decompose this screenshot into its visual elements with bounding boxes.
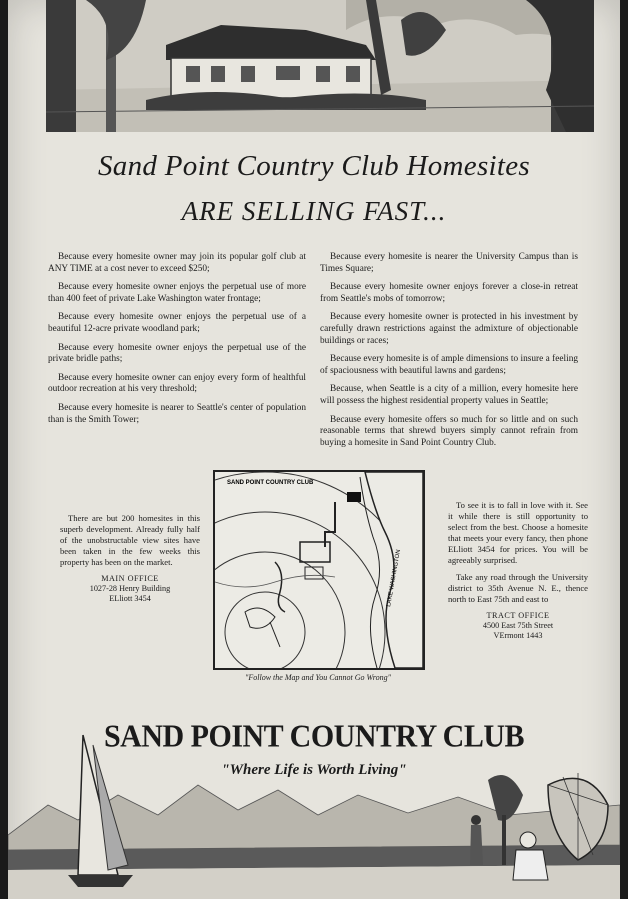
- right-column: [320, 252, 578, 456]
- reason-paragraph: Because every homesite owner enjoys the perpetual use of the private bridle paths;: [48, 342, 306, 365]
- left-column: [48, 252, 306, 433]
- main-office-block: [60, 574, 200, 604]
- directions-text: Take any road through the University district to 35th Avenue N. E., thence north to East 75th and east to: [448, 572, 588, 604]
- headline: Sand Point Country Club Homesites: [98, 150, 530, 182]
- reason-paragraph: Because every homesite owner enjoys forever a close-in retreat from Seattle's mobs of tomorrow;: [320, 282, 578, 304]
- directions-note: [448, 500, 588, 641]
- reason-paragraph: Because every homesite offers so much for so little and on such reasonable terms that shrewd buyers simply cannot refrain from buying a homesite in Sand Point Country Club.: [320, 414, 578, 448]
- main-office-address: 1027-28 Henry Building: [89, 584, 171, 593]
- tract-office-title: TRACT OFFICE: [486, 611, 550, 620]
- clubhouse-illustration: [46, 0, 594, 132]
- club-name: SAND POINT COUNTRY CLUB: [104, 719, 524, 754]
- reason-paragraph: Because every homesite owner enjoys the perpetual use of more than 400 feet of private Lake Washington water frontage;: [48, 282, 306, 304]
- advertisement-page: [8, 0, 620, 899]
- subhead: ARE SELLING FAST...: [181, 196, 447, 226]
- reason-paragraph: Because every homesite owner may join its popular golf club at ANY TIME at a cost never to exceed $250;: [48, 252, 306, 274]
- lake-label: LAKE WASHINGTON: [386, 549, 403, 608]
- reason-paragraph: Because every homesite owner is protected in his investment by carefully drawn restrictions against the admixture of objectionable buildings or races;: [320, 312, 578, 346]
- availability-text: There are but 200 homesites in this superb development. Already fully half of the unobstructable view sites have been taken in the few weeks this property has been on the market.: [60, 513, 200, 567]
- reason-paragraph: Because every homesite is nearer to Seattle's center of population than is the Smith Tower;: [48, 402, 306, 425]
- tract-office-phone: VErmont 1443: [493, 631, 543, 640]
- map-caption: "Follow the Map and You Cannot Go Wrong": [245, 673, 391, 682]
- tract-office-block: [448, 611, 588, 641]
- reason-paragraph: Because every homesite is of ample dimensions to insure a feeling of spaciousness with beautiful lawns and gardens;: [320, 354, 578, 376]
- reason-paragraph: Because every homesite owner can enjoy every form of healthful outdoor recreation at his very threshold;: [48, 372, 306, 395]
- location-map: [213, 470, 425, 670]
- map-title: SAND POINT COUNTRY CLUB: [227, 480, 314, 486]
- reason-paragraph: Because, when Seattle is a city of a million, every homesite here will possess the highest residential property values in Seattle;: [320, 384, 578, 406]
- reason-paragraph: Because every homesite owner enjoys the perpetual use of a beautiful 12-acre private woodland park;: [48, 312, 306, 334]
- invitation-text: To see it is to fall in love with it. See it while there is still opportunity to select from the best. Choose a homesite that meets your every fancy, then phone ELliott 3454 for prices. You will be agreeably surprised.: [448, 500, 588, 565]
- reason-paragraph: Because every homesite is nearer the University Campus than is Times Square;: [320, 252, 578, 274]
- main-office-title: MAIN OFFICE: [101, 574, 159, 583]
- main-office-phone: ELliott 3454: [109, 594, 151, 603]
- tract-office-address: 4500 East 75th Street: [482, 621, 554, 630]
- availability-note: [60, 513, 200, 604]
- club-slogan: "Where Life is Worth Living": [221, 762, 407, 778]
